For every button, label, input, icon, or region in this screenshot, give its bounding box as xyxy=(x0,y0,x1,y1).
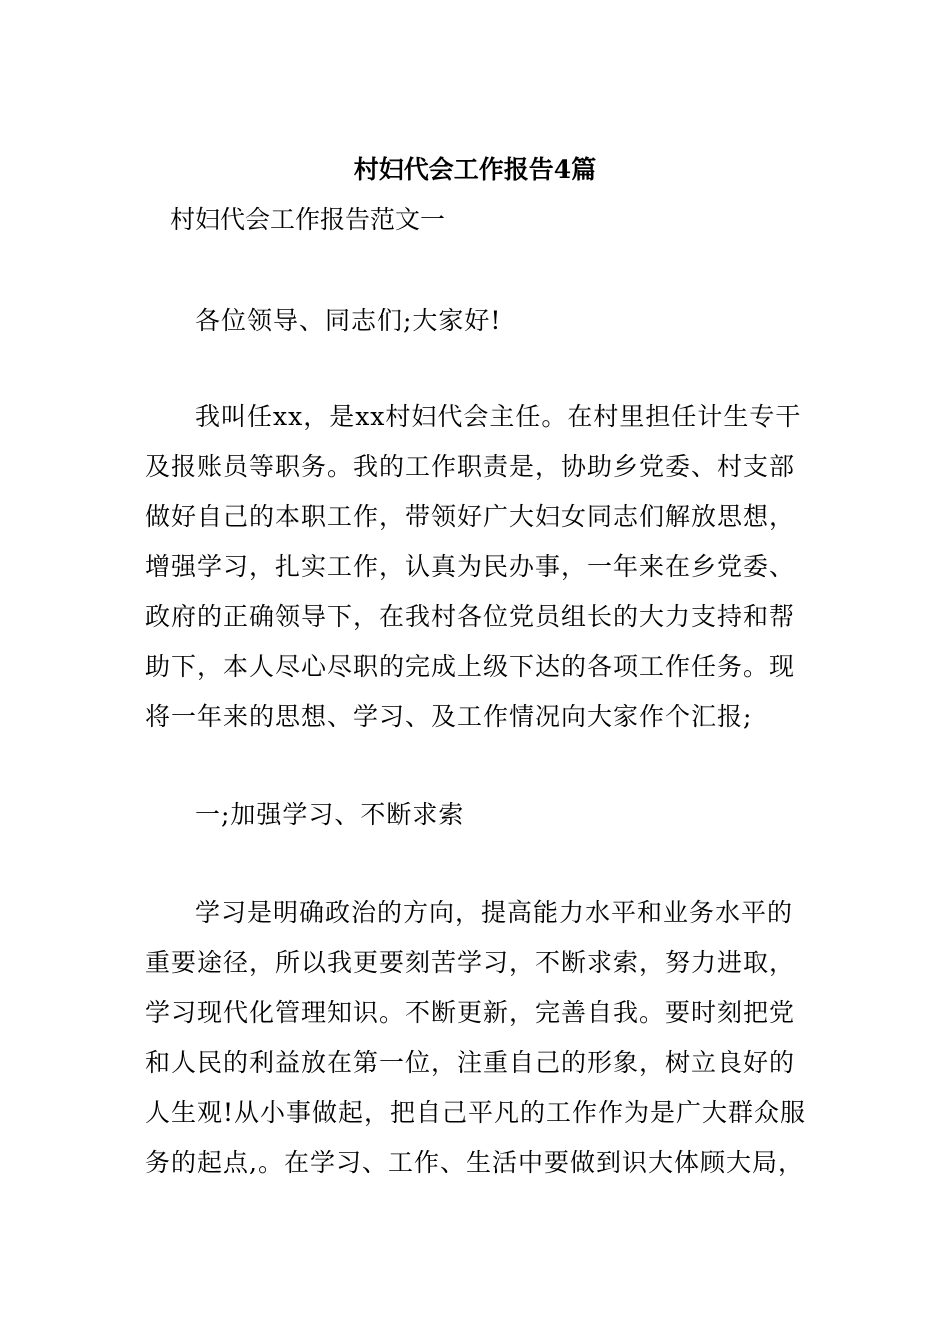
intro-line: 政府的正确领导下，在我村各位党员组长的大力支持和帮 xyxy=(145,602,796,631)
intro-line: 我叫任xx，是xx村妇代会主任。在村里担任计生专干 xyxy=(195,402,802,431)
intro-line: 增强学习，扎实工作，认真为民办事，一年来在乡党委、 xyxy=(145,552,796,581)
study-line: 学习是明确政治的方向，提高能力水平和业务水平的 xyxy=(195,898,794,927)
intro-line: 及报账员等职务。我的工作职责是，协助乡党委、村支部 xyxy=(145,452,796,481)
study-line: 人生观!从小事做起，把自己平凡的工作作为是广大群众服 xyxy=(145,1098,807,1127)
greeting-paragraph xyxy=(145,296,807,346)
study-line: 重要途径，所以我更要刻苦学习，不断求索，努力进取， xyxy=(145,948,796,977)
intro-line: 将一年来的思想、学习、及工作情况向大家作个汇报; xyxy=(145,702,753,731)
intro-line: 助下，本人尽心尽职的完成上级下达的各项工作任务。现 xyxy=(145,652,796,681)
document-title: 村妇代会工作报告4篇 xyxy=(353,155,597,184)
study-paragraph xyxy=(145,888,807,1188)
study-line: 学习现代化管理知识。不断更新，完善自我。要时刻把党 xyxy=(145,998,796,1027)
greeting-line: 各位领导、同志们;大家好! xyxy=(195,306,502,335)
section-heading xyxy=(145,790,807,840)
section-heading-text: 一;加强学习、不断求索 xyxy=(195,800,465,829)
study-line: 务的起点,。在学习、工作、生活中要做到识大体顾大局， xyxy=(145,1148,804,1177)
intro-line: 做好自己的本职工作，带领好广大妇女同志们解放思想， xyxy=(145,502,796,531)
intro-paragraph xyxy=(145,392,807,742)
study-line: 和人民的利益放在第一位，注重自己的形象，树立良好的 xyxy=(145,1048,796,1077)
document-subtitle: 村妇代会工作报告范文一 xyxy=(170,205,446,234)
